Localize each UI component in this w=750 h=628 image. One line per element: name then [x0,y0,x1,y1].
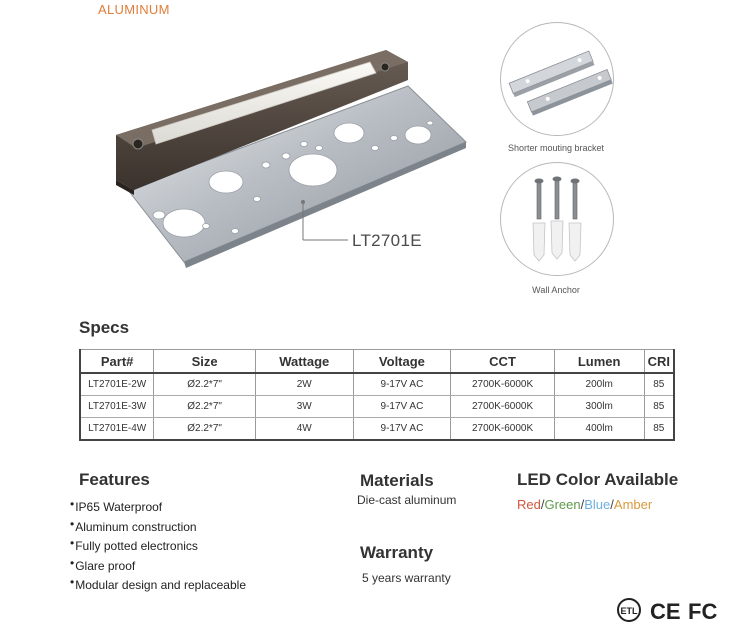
table-row [80,373,674,396]
fc-logo-icon: FC [688,599,718,624]
led-color-red: Red [517,497,541,512]
table-row [80,418,674,441]
table-cell: LT2701E-3W [80,396,154,418]
table-cell: 9-17V AC [353,396,451,418]
table-cell: Ø2.2*7" [154,373,256,396]
table-cell: 85 [644,396,674,418]
table-cell: 85 [644,418,674,441]
wall-anchor-image [500,162,614,276]
list-item: •Fully potted electronics [70,536,198,553]
feature-text: IP65 Waterproof [75,500,163,514]
column-header: Size [154,350,256,374]
warranty-text: 5 years warranty [362,571,451,585]
bracket-image [500,22,614,136]
specs-heading: Specs [79,318,130,337]
led-color-green: Green [544,497,581,512]
feature-text: Modular design and replaceable [75,578,246,592]
feature-text: Fully potted electronics [75,539,198,553]
list-item: •IP65 Waterproof [70,497,163,514]
led-color-blue: Blue [584,497,611,512]
table-cell: 300lm [554,396,644,418]
table-cell: 2W [255,373,353,396]
wall-anchor-caption: Wall Anchor [532,285,580,295]
table-cell: 400lm [554,418,644,441]
table-cell: Ø2.2*7" [154,396,256,418]
led-color-amber: Amber [613,497,653,512]
table-cell: 2700K-6000K [451,373,555,396]
materials-text: Die-cast aluminum [357,493,457,507]
warranty-heading: Warranty [360,543,434,562]
list-item: •Aluminum construction [70,516,197,534]
material-tag: ALUMINUM [98,2,170,17]
table-cell: LT2701E-2W [80,373,154,396]
table-cell: 2700K-6000K [451,396,555,418]
etl-letters: ETL [620,606,638,616]
specs-header-row [80,350,674,374]
column-header: CRI [644,350,674,374]
table-row [80,396,674,418]
table-cell: 3W [255,396,353,418]
table-cell: Ø2.2*7" [154,418,256,441]
table-cell: 85 [644,373,674,396]
ce-logo-icon: CE [650,599,681,624]
column-header: Wattage [255,350,353,374]
table-cell: 9-17V AC [353,418,451,441]
led-colors-heading: LED Color Available [517,470,679,489]
table-cell: LT2701E-4W [80,418,154,441]
list-item: •Glare proof [70,555,136,573]
list-item: •Modular design and replaceable [70,575,246,592]
table-cell: 9-17V AC [353,373,451,396]
color-separator: / [540,497,545,512]
column-header: Voltage [353,350,451,374]
features-list [70,497,246,598]
table-cell: 4W [255,418,353,441]
color-separator: / [580,497,585,512]
table-cell: 2700K-6000K [451,418,555,441]
table-cell: 200lm [554,373,644,396]
product-image [108,40,478,280]
materials-heading: Materials [360,471,434,490]
specs-table [79,349,675,441]
features-heading: Features [79,470,150,489]
column-header: Part# [80,350,154,374]
column-header: Lumen [554,350,644,374]
model-callout-label: LT2701E [352,231,422,250]
column-header: CCT [451,350,555,374]
feature-text: Glare proof [75,558,136,573]
certification-logos [616,597,726,625]
led-colors-list [517,497,652,512]
color-separator: / [610,497,614,512]
etl-logo-icon [618,599,640,621]
bracket-caption: Shorter mouting bracket [507,143,605,153]
feature-text: Aluminum construction [75,519,197,534]
